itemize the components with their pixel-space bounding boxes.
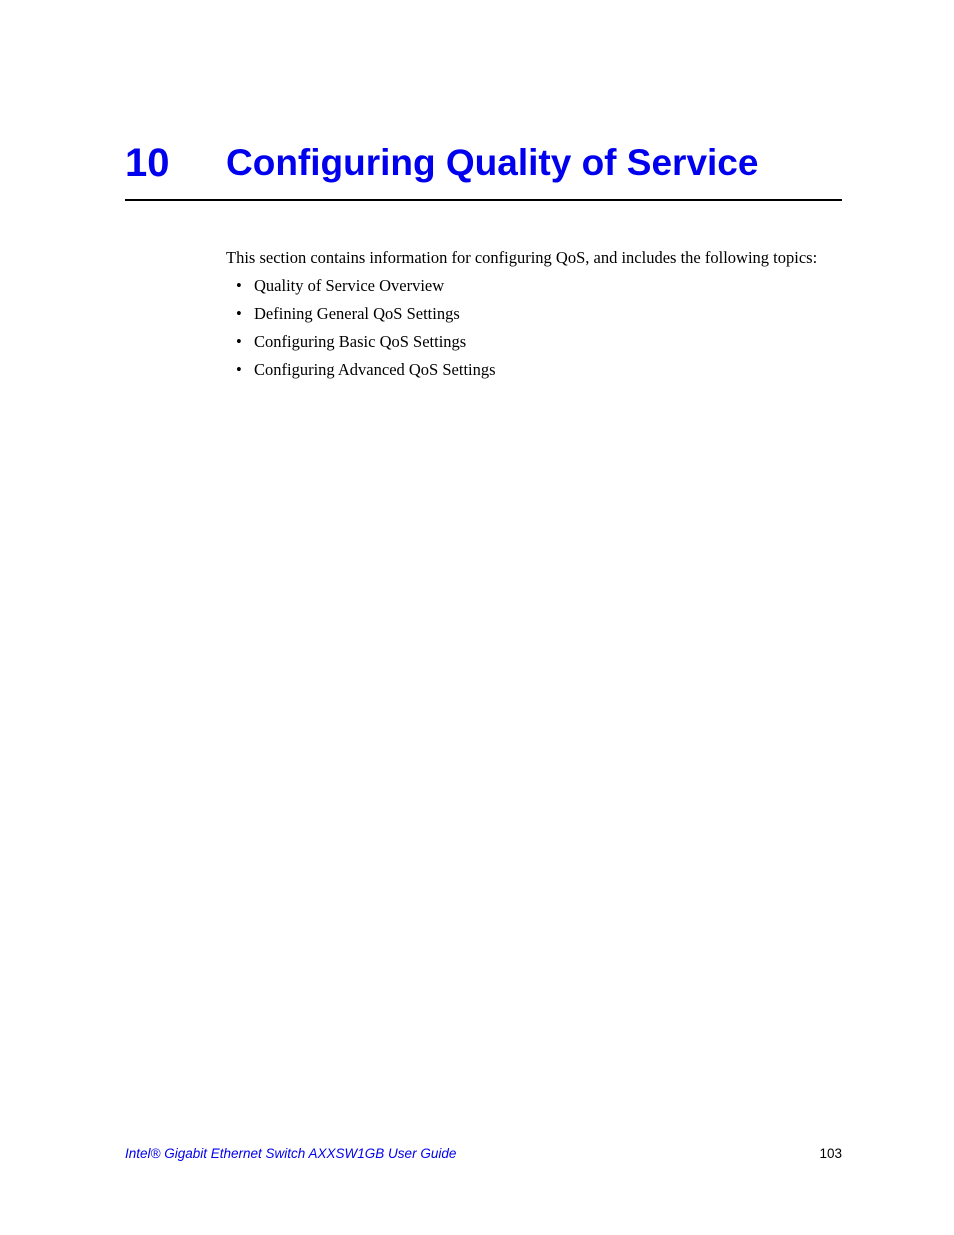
topic-link-qos-overview[interactable]: Quality of Service Overview — [254, 276, 445, 295]
bullet-icon: • — [236, 304, 242, 323]
topic-link-advanced-qos-settings[interactable]: Configuring Advanced QoS Settings — [254, 360, 496, 379]
chapter-number: 10 — [125, 141, 170, 185]
footer-page-number: 103 — [819, 1146, 842, 1161]
topic-link-general-qos-settings[interactable]: Defining General QoS Settings — [254, 304, 460, 323]
chapter-title: Configuring Quality of Service — [226, 142, 759, 183]
topic-link-basic-qos-settings[interactable]: Configuring Basic QoS Settings — [254, 332, 467, 351]
bullet-icon: • — [236, 360, 242, 379]
chapter-divider — [125, 199, 842, 201]
chapter-heading — [125, 138, 842, 188]
bullet-icon: • — [236, 276, 242, 295]
footer-document-title: Intel® Gigabit Ethernet Switch AXXSW1GB User Guide — [125, 1146, 457, 1161]
intro-paragraph: This section contains information for configuring QoS, and includes the following topics: — [226, 248, 818, 267]
bullet-icon: • — [236, 332, 242, 351]
